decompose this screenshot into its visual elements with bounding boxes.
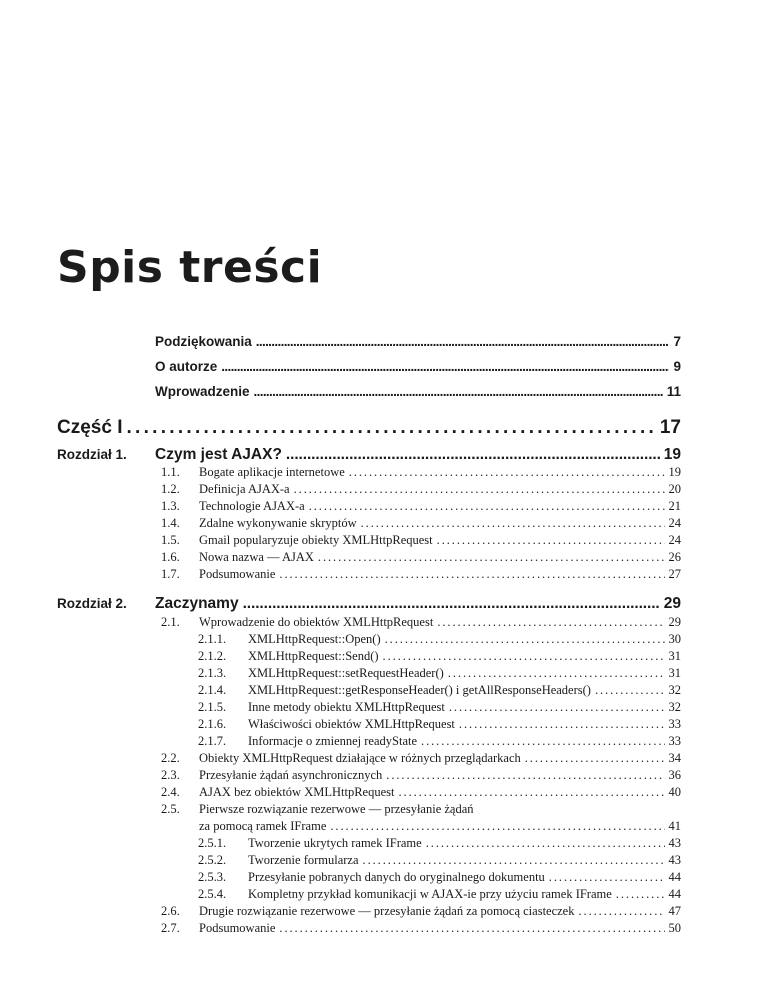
section-number: 1.3. [161, 499, 180, 513]
toc-part-1[interactable] [57, 417, 681, 439]
section-title: Zdalne wykonywanie skryptów [199, 516, 357, 530]
dot-leader [386, 768, 664, 783]
toc-entry-page: 7 [673, 334, 681, 349]
section-page: 44 [668, 870, 681, 884]
dot-leader [448, 666, 665, 681]
section-page: 21 [668, 499, 681, 513]
section-title: Obiekty XMLHttpRequest działające w różnych przeglądarkach [199, 751, 521, 765]
toc-chapter-2[interactable] [57, 595, 681, 613]
dot-leader [286, 446, 660, 464]
section-title: Definicja AJAX-a [199, 482, 290, 496]
part-label: Część I [57, 417, 123, 438]
dot-leader [595, 683, 665, 698]
dot-leader [279, 567, 664, 582]
section-page: 29 [668, 615, 681, 629]
section-page: 24 [668, 516, 681, 530]
section-page: 26 [668, 550, 681, 564]
section-title: XMLHttpRequest::getResponseHeader() i getAllResponseHeaders() [248, 683, 591, 697]
toc-section[interactable] [161, 567, 681, 582]
section-number: 2.4. [161, 785, 180, 799]
dot-leader [437, 615, 664, 630]
dot-leader [449, 700, 665, 715]
toc-subsection[interactable] [198, 683, 681, 698]
section-title: XMLHttpRequest::Open() [248, 632, 381, 646]
dot-leader [616, 887, 665, 902]
section-title: Nowa nazwa — AJAX [199, 550, 314, 564]
section-page: 43 [668, 836, 681, 850]
dot-leader [426, 836, 665, 851]
section-title: XMLHttpRequest::setRequestHeader() [248, 666, 444, 680]
section-title: Pierwsze rozwiązanie rezerwowe — przesyłanie żądań [199, 802, 474, 816]
toc-chapter-1[interactable] [57, 446, 681, 464]
section-number: 2.7. [161, 921, 180, 935]
toc-section[interactable] [161, 499, 681, 514]
dot-leader [525, 751, 665, 766]
section-number: 2.1.7. [198, 734, 227, 748]
section-title: Tworzenie formularza [248, 853, 359, 867]
section-number: 1.1. [161, 465, 180, 479]
section-title: Podsumowanie [199, 567, 276, 581]
section-title: Tworzenie ukrytych ramek IFrame [248, 836, 422, 850]
toc-section[interactable] [161, 615, 681, 630]
section-page: 47 [668, 904, 681, 918]
section-page: 43 [668, 853, 681, 867]
dot-leader [254, 384, 663, 399]
toc-section[interactable] [161, 516, 681, 531]
toc-subsection[interactable] [198, 700, 681, 715]
section-number: 2.1.6. [198, 717, 227, 731]
toc-entry-label: Wprowadzenie [155, 384, 250, 399]
section-title: Bogate aplikacje internetowe [199, 465, 345, 479]
toc-section[interactable] [161, 904, 681, 919]
section-page: 32 [668, 700, 681, 714]
section-page: 31 [668, 649, 681, 663]
dot-leader [385, 632, 665, 647]
dot-leader [349, 465, 665, 480]
chapter-page: 19 [663, 446, 681, 463]
section-number: 1.4. [161, 516, 180, 530]
section-number: 2.5. [161, 802, 180, 816]
section-title: Drugie rozwiązanie rezerwowe — przesyłanie żądań za pomocą ciasteczek [199, 904, 575, 918]
section-page: 34 [668, 751, 681, 765]
section-page: 20 [668, 482, 681, 496]
section-title: Właściwości obiektów XMLHttpRequest [248, 717, 455, 731]
section-title-continued: za pomocą ramek IFrame [199, 819, 327, 833]
page-title: Spis treści [57, 242, 323, 293]
dot-leader [279, 921, 664, 936]
toc-section[interactable] [161, 533, 681, 548]
section-number: 2.1. [161, 615, 180, 629]
toc-entry-label: Podziękowania [155, 334, 252, 349]
toc-section-line1[interactable] [161, 802, 681, 817]
section-page: 31 [668, 666, 681, 680]
section-page: 40 [668, 785, 681, 799]
dot-leader [363, 853, 665, 868]
section-page: 33 [668, 717, 681, 731]
toc-section[interactable] [161, 785, 681, 800]
section-title: Podsumowanie [199, 921, 276, 935]
chapter-label: Rozdział 2. [57, 596, 127, 611]
section-number: 1.7. [161, 567, 180, 581]
section-page: 19 [668, 465, 681, 479]
dot-leader [318, 550, 665, 565]
toc-entry-label: O autorze [155, 359, 218, 374]
toc-section[interactable] [161, 751, 681, 766]
toc-subsection[interactable] [198, 666, 681, 681]
dot-leader [294, 482, 665, 497]
dot-leader [578, 904, 664, 919]
section-number: 2.2. [161, 751, 180, 765]
toc-subsection[interactable] [198, 649, 681, 664]
dot-leader [361, 516, 665, 531]
section-number: 1.5. [161, 533, 180, 547]
dot-leader [221, 359, 669, 374]
section-title: AJAX bez obiektów XMLHttpRequest [199, 785, 395, 799]
toc-section[interactable] [161, 921, 681, 936]
toc-subsection[interactable] [198, 836, 681, 851]
section-number: 2.5.3. [198, 870, 227, 884]
chapter-page: 29 [663, 595, 681, 612]
dot-leader [549, 870, 665, 885]
toc-entry-page: 9 [673, 359, 681, 374]
section-number: 2.1.3. [198, 666, 227, 680]
toc-section[interactable] [161, 550, 681, 565]
dot-leader [126, 417, 655, 439]
dot-leader [459, 717, 665, 732]
section-number: 2.6. [161, 904, 180, 918]
section-page: 41 [668, 819, 681, 833]
section-number: 1.6. [161, 550, 180, 564]
section-title: Wprowadzenie do obiektów XMLHttpRequest [199, 615, 434, 629]
toc-entry-about-author[interactable] [155, 359, 681, 374]
section-title: Informacje o zmiennej readyState [248, 734, 418, 748]
dot-leader [309, 499, 665, 514]
section-title: Przesyłanie pobranych danych do oryginalnego dokumentu [248, 870, 545, 884]
part-page: 17 [659, 417, 681, 438]
section-number: 2.5.4. [198, 887, 227, 901]
section-number: 2.3. [161, 768, 180, 782]
toc-section[interactable] [161, 768, 681, 783]
section-title: Technologie AJAX-a [199, 499, 305, 513]
section-number: 2.1.2. [198, 649, 227, 663]
chapter-label: Rozdział 1. [57, 447, 127, 462]
section-number: 2.5.1. [198, 836, 227, 850]
section-number: 1.2. [161, 482, 180, 496]
toc-section[interactable] [161, 482, 681, 497]
toc-section-line2[interactable] [199, 819, 681, 834]
dot-leader [421, 734, 664, 749]
dot-leader [383, 649, 665, 664]
section-number: 2.5.2. [198, 853, 227, 867]
section-title: Kompletny przykład komunikacji w AJAX-ie przy użyciu ramek IFrame [248, 887, 612, 901]
toc-subsection[interactable] [198, 870, 681, 885]
section-page: 30 [668, 632, 681, 646]
toc-entry-page: 11 [666, 384, 681, 399]
section-page: 32 [668, 683, 681, 697]
section-title: XMLHttpRequest::Send() [248, 649, 379, 663]
section-title: Gmail popularyzuje obiekty XMLHttpRequest [199, 533, 433, 547]
dot-leader [330, 819, 664, 834]
dot-leader [437, 533, 665, 548]
section-number: 2.1.4. [198, 683, 227, 697]
section-page: 36 [668, 768, 681, 782]
chapter-title: Zaczynamy [155, 595, 239, 612]
section-page: 50 [668, 921, 681, 935]
dot-leader [398, 785, 664, 800]
toc-subsection[interactable] [198, 887, 681, 902]
toc-entry-introduction[interactable] [155, 384, 681, 399]
section-number: 2.1.5. [198, 700, 227, 714]
section-title: Przesyłanie żądań asynchronicznych [199, 768, 383, 782]
section-page: 24 [668, 533, 681, 547]
chapter-title: Czym jest AJAX? [155, 446, 282, 463]
section-page: 33 [668, 734, 681, 748]
toc-entry-acknowledgements[interactable] [155, 334, 681, 349]
dot-leader [256, 334, 670, 349]
toc-subsection[interactable] [198, 853, 681, 868]
dot-leader [243, 595, 660, 613]
section-number: 2.1.1. [198, 632, 227, 646]
section-page: 44 [668, 887, 681, 901]
section-title: Inne metody obiektu XMLHttpRequest [248, 700, 445, 714]
toc-section[interactable] [161, 465, 681, 480]
toc-subsection[interactable] [198, 717, 681, 732]
section-page: 27 [668, 567, 681, 581]
toc-subsection[interactable] [198, 632, 681, 647]
toc-subsection[interactable] [198, 734, 681, 749]
